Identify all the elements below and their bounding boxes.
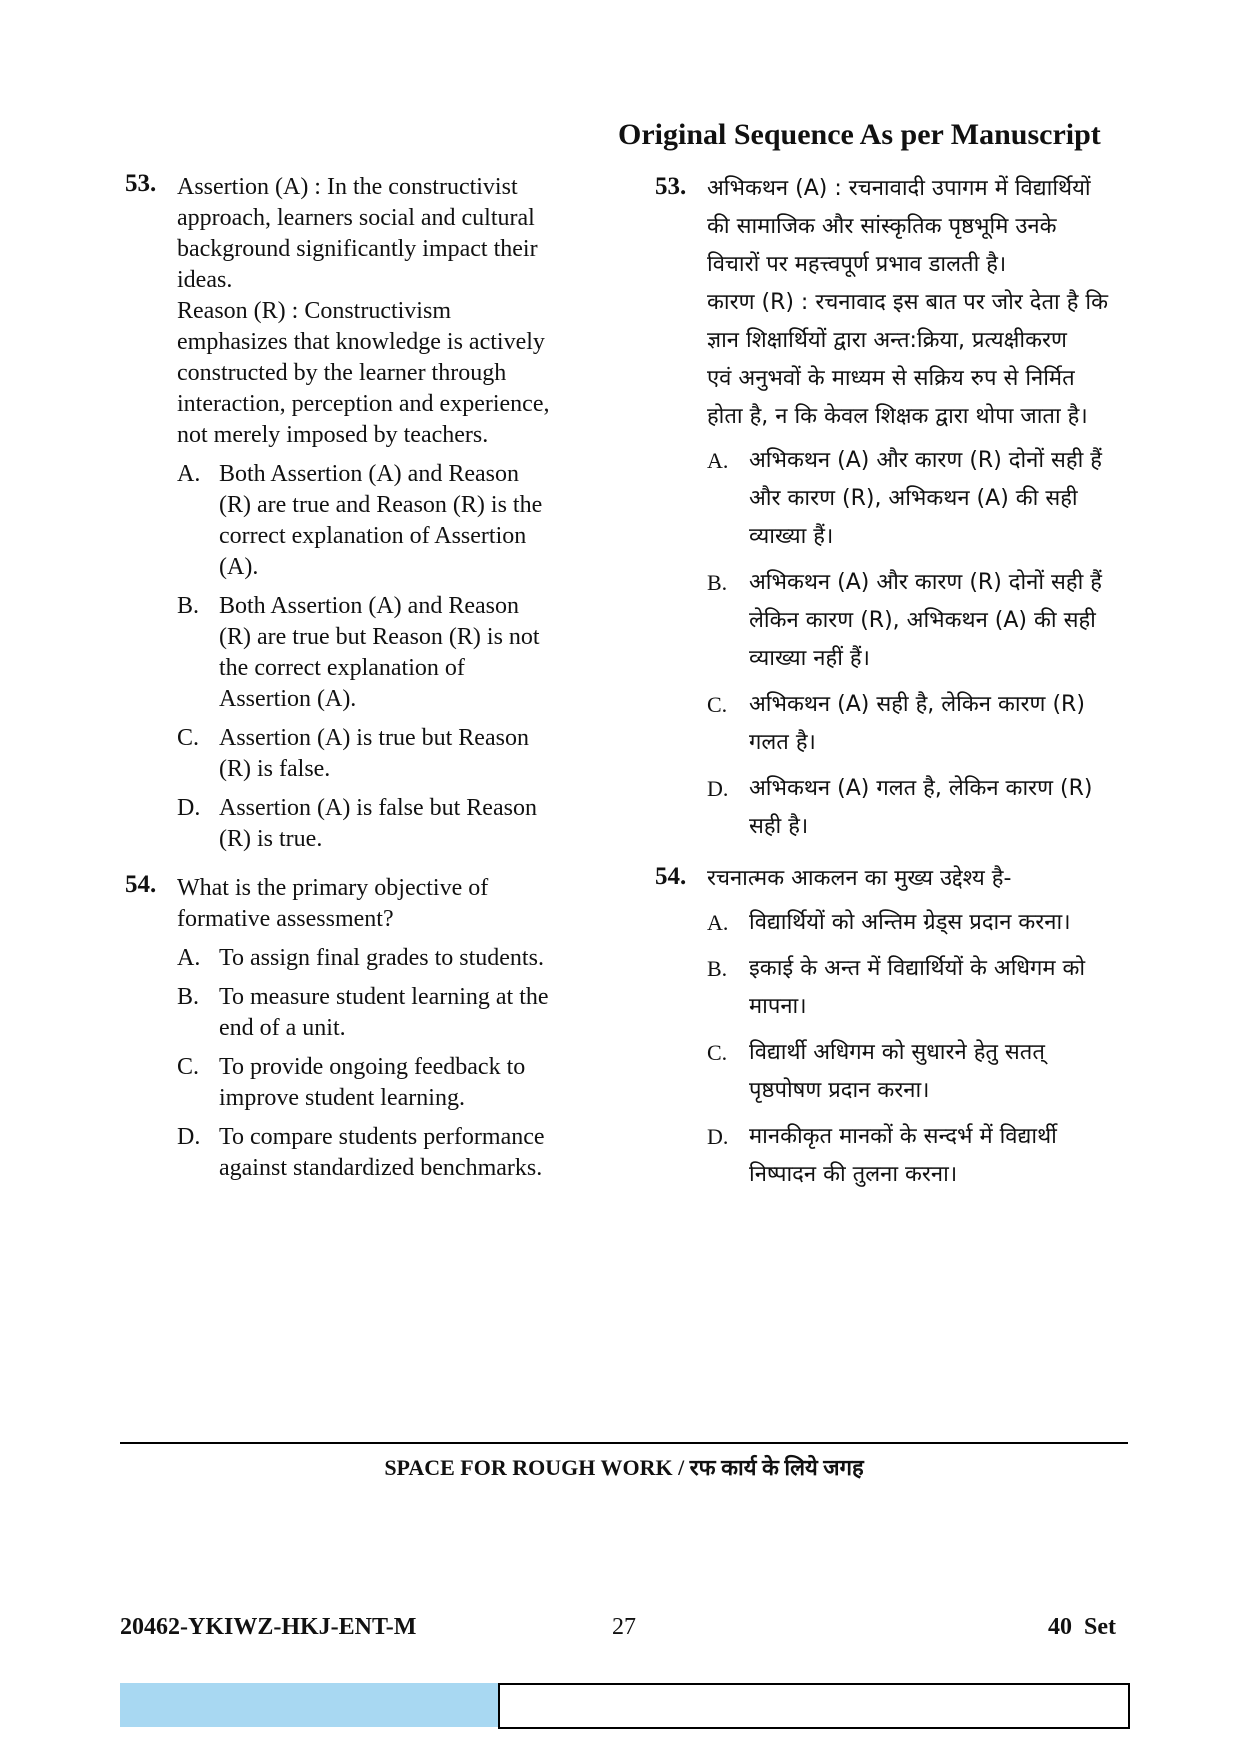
option-c: [707, 686, 1135, 762]
page-header: Original Sequence As per Manuscript: [618, 118, 1101, 151]
option-line: end of a unit.: [219, 1015, 346, 1041]
question-53-hi: [655, 170, 1135, 846]
option-label: C.: [707, 1040, 728, 1065]
rough-work-label: SPACE FOR ROUGH WORK / रफ कार्य के लिये जगह: [384, 1455, 864, 1480]
option-line: improve student learning.: [219, 1085, 465, 1111]
footer-blank-box: [498, 1683, 1130, 1729]
option-line: मापना।: [749, 994, 807, 1019]
option-line: और कारण (R), अभिकथन (A) की सही: [749, 486, 1078, 511]
text-line: कारण (R) : रचनावाद इस बात पर जोर देता है कि: [707, 290, 1108, 315]
paper-code: 20462-YKIWZ-HKJ-ENT-M: [120, 1614, 417, 1640]
option-label: B.: [177, 593, 200, 619]
option-line: To compare students performance: [219, 1124, 545, 1150]
option-label: A.: [177, 945, 201, 971]
page-number: 27: [612, 1614, 636, 1640]
option-list: [707, 442, 1135, 846]
text-line: approach, learners social and cultural: [177, 205, 535, 231]
option-line: निष्पादन की तुलना करना।: [749, 1162, 958, 1187]
option-line: व्याख्या हैं।: [749, 524, 834, 549]
text-line: रचनात्मक आकलन का मुख्य उद्देश्य है-: [707, 866, 1012, 891]
text-line: What is the primary objective of: [177, 875, 489, 901]
question-54-en: [125, 873, 625, 1184]
option-line: Assertion (A) is false but Reason: [219, 795, 537, 821]
option-label: C.: [177, 725, 200, 751]
option-label: D.: [707, 776, 729, 801]
text-line: not merely imposed by teachers.: [177, 422, 489, 448]
text-line: interaction, perception and experience,: [177, 391, 550, 417]
text-line: विचारों पर महत्त्वपूर्ण प्रभाव डालती है।: [707, 252, 1007, 277]
option-line: अभिकथन (A) सही है, लेकिन कारण (R): [749, 692, 1085, 717]
option-b: [707, 564, 1135, 678]
option-list: [707, 904, 1135, 1194]
option-line: Both Assertion (A) and Reason: [219, 461, 519, 487]
text-line: की सामाजिक और सांस्कृतिक पृष्ठभूमि उनके: [707, 214, 1057, 239]
option-list: [177, 459, 625, 855]
text-line: emphasizes that knowledge is actively: [177, 329, 545, 355]
option-line: (R) is false.: [219, 756, 331, 782]
option-b: [177, 982, 625, 1044]
text-line: formative assessment?: [177, 906, 394, 932]
option-line: लेकिन कारण (R), अभिकथन (A) की सही: [749, 608, 1096, 633]
question-text: [707, 860, 1135, 898]
option-label: C.: [707, 692, 728, 717]
option-d: [707, 1118, 1135, 1194]
question-53-en: [125, 172, 625, 855]
option-d: [707, 770, 1135, 846]
option-line: गलत है।: [749, 730, 816, 755]
text-line: ज्ञान शिक्षार्थियों द्वारा अन्त:क्रिया, प्रत्यक्षीकरण: [707, 328, 1067, 353]
text-line: एवं अनुभवों के माध्यम से सक्रिय रुप से निर्मित: [707, 366, 1075, 391]
option-line: इकाई के अन्त में विद्यार्थियों के अधिगम को: [749, 956, 1086, 981]
option-line: (R) are true and Reason (R) is the: [219, 492, 543, 518]
question-54-hi: [655, 860, 1135, 1194]
option-d: [177, 1122, 625, 1184]
english-column: [125, 172, 625, 1192]
option-line: To provide ongoing feedback to: [219, 1054, 526, 1080]
option-b: [707, 950, 1135, 1026]
footer-color-bar: [120, 1683, 498, 1727]
option-label: A.: [177, 461, 201, 487]
question-text: [707, 170, 1135, 436]
question-number: 54.: [655, 863, 687, 890]
option-a: [707, 904, 1135, 942]
option-label: D.: [177, 1124, 201, 1150]
option-c: [707, 1034, 1135, 1110]
option-line: (R) is true.: [219, 826, 323, 852]
option-line: To measure student learning at the: [219, 984, 549, 1010]
text-line: constructed by the learner through: [177, 360, 507, 386]
option-line: (R) are true but Reason (R) is not: [219, 624, 540, 650]
option-label: B.: [707, 956, 728, 981]
option-label: A.: [707, 448, 729, 473]
divider-line: [120, 1442, 1128, 1444]
option-b: [177, 591, 625, 715]
option-label: B.: [707, 570, 728, 595]
option-label: C.: [177, 1054, 200, 1080]
option-label: D.: [177, 795, 201, 821]
option-line: Assertion (A).: [219, 686, 357, 712]
text-line: background significantly impact their: [177, 236, 538, 262]
set-label: 40 Set: [1048, 1614, 1116, 1640]
option-a: [177, 943, 625, 974]
option-line: अभिकथन (A) और कारण (R) दोनों सही हैं: [749, 570, 1102, 595]
option-line: सही है।: [749, 814, 809, 839]
option-line: व्याख्या नहीं हैं।: [749, 646, 870, 671]
option-line: विद्यार्थियों को अन्तिम ग्रेड्स प्रदान करना।: [749, 910, 1071, 935]
option-c: [177, 723, 625, 785]
option-line: To assign final grades to students.: [219, 945, 544, 971]
question-text: [177, 873, 625, 935]
option-line: (A).: [219, 554, 259, 580]
text-line: ideas.: [177, 267, 233, 293]
option-line: Both Assertion (A) and Reason: [219, 593, 519, 619]
option-line: against standardized benchmarks.: [219, 1155, 543, 1181]
option-list: [177, 943, 625, 1184]
text-line: Assertion (A) : In the constructivist: [177, 174, 518, 200]
question-text: [177, 172, 625, 451]
option-label: B.: [177, 984, 200, 1010]
option-c: [177, 1052, 625, 1114]
question-number: 53.: [655, 173, 687, 200]
option-line: मानकीकृत मानकों के सन्दर्भ में विद्यार्थी: [749, 1124, 1057, 1149]
option-line: विद्यार्थी अधिगम को सुधारने हेतु सतत्: [749, 1040, 1045, 1065]
question-number: 53.: [125, 170, 157, 197]
option-d: [177, 793, 625, 855]
option-label: D.: [707, 1124, 729, 1149]
option-a: [707, 442, 1135, 556]
text-line: होता है, न कि केवल शिक्षक द्वारा थोपा जाता है।: [707, 404, 1088, 429]
option-line: the correct explanation of: [219, 655, 465, 681]
text-line: अभिकथन (A) : रचनावादी उपागम में विद्यार्थियों: [707, 176, 1091, 201]
option-line: अभिकथन (A) गलत है, लेकिन कारण (R): [749, 776, 1093, 801]
option-a: [177, 459, 625, 583]
option-label: A.: [707, 910, 729, 935]
option-line: अभिकथन (A) और कारण (R) दोनों सही हैं: [749, 448, 1102, 473]
option-line: correct explanation of Assertion: [219, 523, 527, 549]
option-line: पृष्ठपोषण प्रदान करना।: [749, 1078, 930, 1103]
question-number: 54.: [125, 871, 157, 898]
option-line: Assertion (A) is true but Reason: [219, 725, 529, 751]
text-line: Reason (R) : Constructivism: [177, 298, 451, 324]
hindi-column: [655, 170, 1135, 1202]
